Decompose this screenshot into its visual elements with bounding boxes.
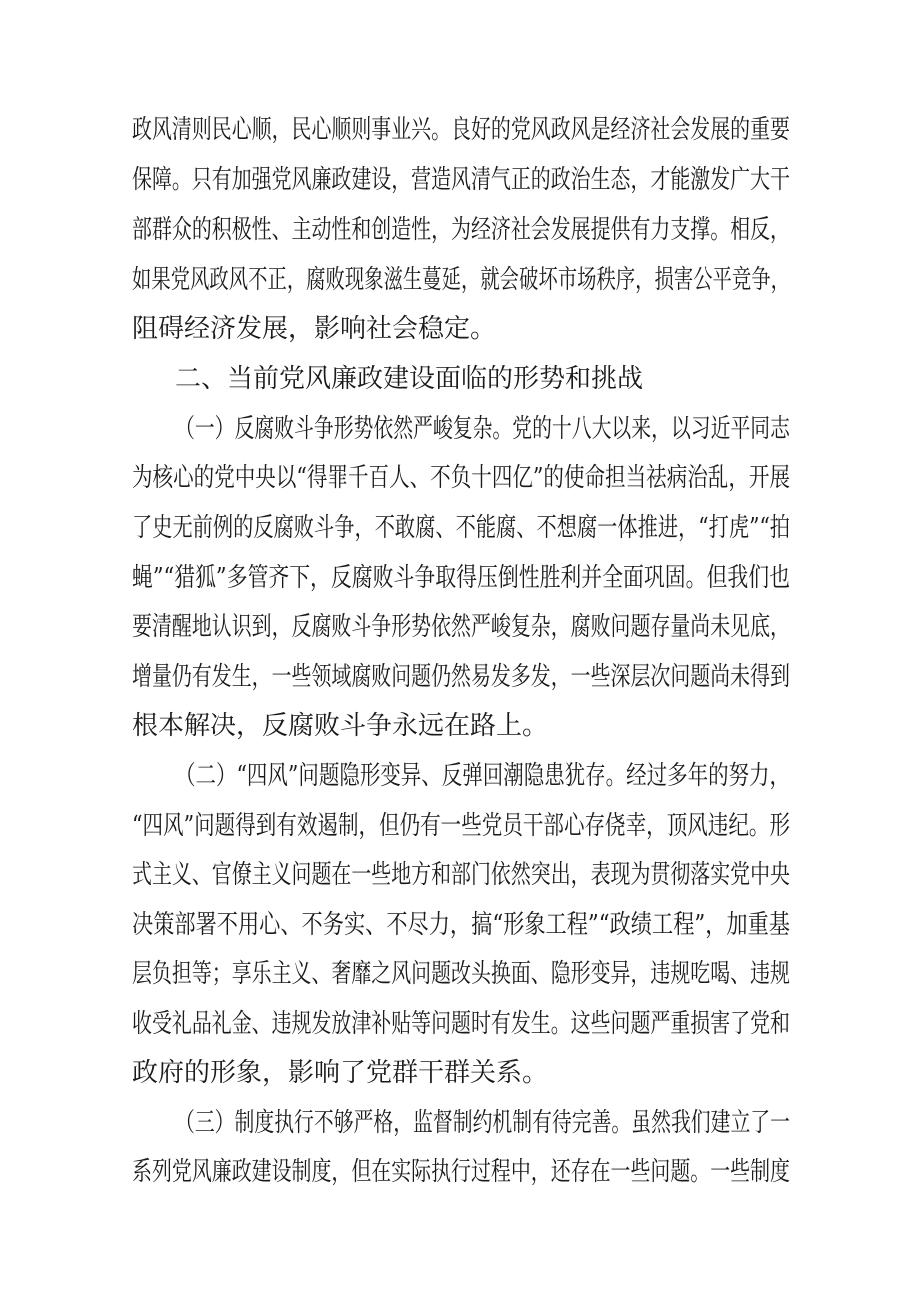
- line-text: 阻碍经济发展，影响社会稳定。: [132, 314, 497, 344]
- text-line: [0, 560, 920, 610]
- line-text: （二）“四风”问题隐形变异、反弹回潮隐患犹存。经过多年的努力，: [175, 761, 791, 791]
- line-text: 增量仍有发生，一些领域腐败问题仍然易发多发，一些深层次问题尚未得到: [132, 662, 791, 692]
- line-text: 要清醒地认识到，反腐败斗争形势依然严峻复杂，腐败问题存量尚未见底，: [132, 612, 791, 642]
- heading-text: 二、当前党风廉政建设面临的形势和挑战: [175, 364, 644, 394]
- line-text: 如果党风政风不正，腐败现象滋生蔓延，就会破坏市场秩序，损害公平竞争，: [132, 265, 790, 295]
- line-text: 式主义、官僚主义问题在一些地方和部门依然突出，表现为贯彻落实党中央: [132, 860, 791, 890]
- text-line: [0, 857, 920, 907]
- text-line: [0, 808, 920, 858]
- line-text: 层负担等；享乐主义、奢靡之风问题改头换面、隐形变异，违规吃喝、违规: [132, 959, 791, 989]
- text-line: [0, 262, 920, 312]
- line-text: 政府的形象，影响了党群干群关系。: [132, 1058, 549, 1088]
- line-text: （一）反腐败斗争形势依然严峻复杂。党的十八大以来，以习近平同志: [175, 414, 790, 444]
- text-line: [0, 212, 920, 262]
- text-line: [0, 112, 920, 162]
- line-text: 为核心的党中央以“得罪千百人、不负十四亿”的使命担当祛病治乱，开展: [132, 463, 790, 493]
- line-text: 保障。只有加强党风廉政建设，营造风清气正的政治生态，才能激发广大干: [132, 165, 791, 195]
- text-line: [0, 907, 920, 957]
- text-line: [0, 1055, 920, 1105]
- line-text: 系列党风廉政建设制度，但在实际执行过程中，还存在一些问题。一些制度: [132, 1157, 791, 1187]
- text-line: [0, 609, 920, 659]
- line-text: 政风清则民心顺，民心顺则事业兴。良好的党风政风是经济社会发展的重要: [132, 115, 791, 145]
- text-line: [0, 956, 920, 1006]
- text-line: [0, 1154, 920, 1204]
- line-text: 收受礼品礼金、违规发放津补贴等问题时有发生。这些问题严重损害了党和: [132, 1009, 791, 1039]
- line-text: 了史无前例的反腐败斗争，不敢腐、不能腐、不想腐一体推进，“打虎”“拍: [132, 513, 791, 543]
- line-text: “四风”问题得到有效遏制，但仍有一些党员干部心存侥幸，顶风违纪。形: [132, 811, 790, 841]
- text-line: [0, 1006, 920, 1056]
- line-text: 部群众的积极性、主动性和创造性，为经济社会发展提供有力支撑。相反，: [132, 215, 791, 245]
- text-line: [0, 411, 920, 461]
- section-heading: [0, 361, 920, 411]
- text-line: [0, 460, 920, 510]
- text-line: [0, 311, 920, 361]
- text-line: [0, 162, 920, 212]
- text-line: [0, 510, 920, 560]
- text-line: [0, 1105, 920, 1155]
- text-line: [0, 758, 920, 808]
- text-line: [0, 708, 920, 758]
- line-text: 蝇”“猎狐”多管齐下，反腐败斗争取得压倒性胜利并全面巩固。但我们也: [132, 563, 790, 593]
- line-text: （三）制度执行不够严格，监督制约机制有待完善。虽然我们建立了一: [175, 1108, 790, 1138]
- text-line: [0, 659, 920, 709]
- line-text: 根本解决，反腐败斗争永远在路上。: [132, 711, 549, 741]
- line-text: 决策部署不用心、不务实、不尽力，搞“形象工程”“政绩工程”，加重基: [132, 910, 791, 940]
